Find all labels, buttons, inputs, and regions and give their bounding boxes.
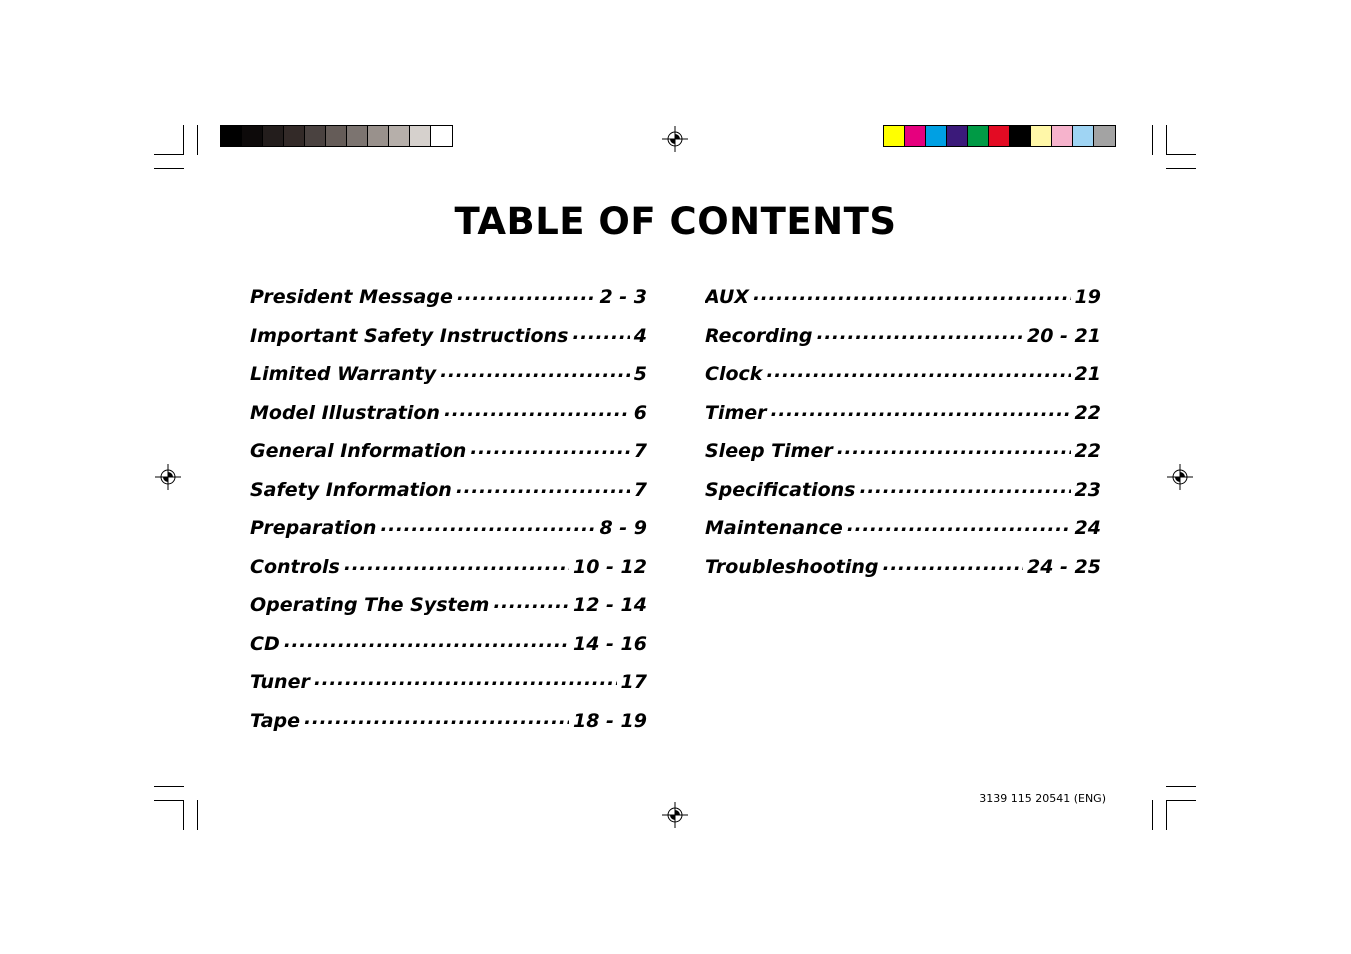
toc-entry: [250, 669, 647, 708]
color-swatch: [1073, 126, 1094, 146]
toc-entry-label: Specifications: [705, 478, 856, 501]
toc-entry-page: 22: [1074, 440, 1101, 462]
gray-swatch: [431, 126, 452, 146]
page-title: TABLE OF CONTENTS: [454, 200, 897, 243]
crop-mark-bottom-left-h2: [154, 786, 184, 787]
toc-dot-leader: [837, 438, 1071, 457]
toc-entry-label: Maintenance: [705, 517, 843, 539]
toc-entry-label: Timer: [705, 401, 767, 424]
toc-entry: [705, 400, 1101, 439]
toc-entry-page: 14 - 16: [573, 632, 647, 655]
toc-right-column: [705, 284, 1101, 592]
toc-dot-leader: [457, 284, 596, 303]
toc-entry-label: Clock: [705, 363, 763, 385]
crop-mark-top-left-v2: [197, 125, 198, 155]
toc-entry-page: 4: [633, 324, 647, 347]
color-swatch: [1031, 126, 1052, 146]
crop-mark-bottom-right-v2: [1152, 800, 1153, 830]
toc-dot-leader: [314, 669, 617, 688]
toc-entry: [705, 438, 1101, 477]
toc-entry: [705, 284, 1101, 323]
toc-entry-page: 2 - 3: [599, 286, 647, 308]
toc-dot-leader: [771, 400, 1071, 419]
toc-entry-page: 18 - 19: [573, 709, 647, 732]
color-swatch: [884, 126, 905, 146]
color-swatch: [1094, 126, 1115, 146]
toc-entry: [705, 554, 1101, 593]
toc-entry: [250, 515, 647, 554]
toc-entry-label: Safety Information: [250, 478, 452, 501]
crop-mark-bottom-right-h: [1166, 800, 1196, 801]
color-calibration-bar: [883, 125, 1116, 147]
toc-entry: [250, 592, 647, 631]
toc-dot-leader: [344, 554, 569, 573]
toc-dot-leader: [753, 284, 1071, 303]
toc-entry: [250, 631, 647, 670]
registration-mark-icon: [155, 464, 181, 490]
crop-mark-bottom-left-v: [183, 800, 184, 830]
toc-entry-page: 17: [620, 671, 647, 693]
gray-calibration-bar: [220, 125, 453, 147]
toc-entry-page: 5: [633, 363, 647, 385]
toc-entry-page: 10 - 12: [573, 555, 647, 578]
color-swatch: [989, 126, 1010, 146]
toc-entry: [250, 477, 647, 516]
color-swatch: [905, 126, 926, 146]
gray-swatch: [368, 126, 389, 146]
toc-entry: [250, 323, 647, 362]
crop-mark-bottom-left-v2: [197, 800, 198, 830]
registration-mark-icon: [1167, 464, 1193, 490]
crop-mark-top-right-h2: [1166, 168, 1196, 169]
toc-entry: [250, 554, 647, 593]
toc-left-column: [250, 284, 647, 746]
toc-entry-label: AUX: [705, 286, 749, 308]
toc-entry-page: 24 - 25: [1027, 555, 1101, 578]
toc-dot-leader: [572, 323, 629, 342]
toc-entry-label: Preparation: [250, 517, 377, 539]
toc-entry-label: President Message: [250, 286, 453, 308]
toc-entry-label: Sleep Timer: [705, 440, 833, 462]
toc-entry-label: CD: [250, 632, 280, 655]
color-swatch: [968, 126, 989, 146]
gray-swatch: [389, 126, 410, 146]
toc-entry: [250, 400, 647, 439]
registration-mark-icon: [662, 802, 688, 828]
color-swatch: [1052, 126, 1073, 146]
toc-entry-label: Limited Warranty: [250, 363, 437, 385]
toc-entry-page: 20 - 21: [1027, 324, 1101, 347]
toc-dot-leader: [284, 631, 569, 650]
toc-entry-label: Model Illustration: [250, 401, 440, 424]
toc-dot-leader: [470, 438, 629, 457]
document-code: 3139 115 20541 (ENG): [979, 792, 1106, 805]
toc-dot-leader: [817, 323, 1024, 342]
gray-swatch: [242, 126, 263, 146]
gray-swatch: [221, 126, 242, 146]
toc-entry-label: Controls: [250, 555, 340, 578]
toc-entry-label: General Information: [250, 440, 467, 462]
toc-entry: [250, 708, 647, 747]
toc-entry-page: 19: [1074, 286, 1101, 308]
toc-dot-leader: [493, 592, 569, 611]
toc-dot-leader: [766, 361, 1070, 380]
toc-entry-page: 12 - 14: [573, 594, 647, 616]
toc-entry: [705, 477, 1101, 516]
toc-entry-label: Important Safety Instructions: [250, 324, 569, 347]
toc-entry-label: Tuner: [250, 671, 310, 693]
toc-dot-leader: [859, 477, 1070, 496]
toc-entry-page: 21: [1074, 363, 1101, 385]
crop-mark-top-right-h: [1166, 154, 1196, 155]
crop-mark-bottom-right-v: [1166, 800, 1167, 830]
gray-swatch: [284, 126, 305, 146]
crop-mark-bottom-left-h: [154, 800, 184, 801]
toc-entry-page: 23: [1074, 478, 1101, 501]
registration-mark-icon: [662, 126, 688, 152]
toc-entry: [250, 284, 647, 323]
toc-dot-leader: [456, 477, 630, 496]
toc-entry-page: 7: [633, 440, 647, 462]
toc-entry: [705, 361, 1101, 400]
toc-entry-page: 7: [633, 478, 647, 501]
gray-swatch: [305, 126, 326, 146]
gray-swatch: [263, 126, 284, 146]
gray-swatch: [410, 126, 431, 146]
crop-mark-top-left-h2: [154, 168, 184, 169]
gray-swatch: [326, 126, 347, 146]
toc-dot-leader: [380, 515, 595, 534]
toc-entry-page: 24: [1074, 517, 1101, 539]
toc-entry: [250, 361, 647, 400]
crop-mark-top-right-v: [1166, 125, 1167, 155]
toc-entry-label: Recording: [705, 324, 813, 347]
color-swatch: [926, 126, 947, 146]
gray-swatch: [347, 126, 368, 146]
toc-entry: [705, 323, 1101, 362]
toc-dot-leader: [440, 361, 630, 380]
toc-dot-leader: [304, 708, 569, 727]
color-swatch: [1010, 126, 1031, 146]
toc-entry: [705, 515, 1101, 554]
color-swatch: [947, 126, 968, 146]
toc-entry: [250, 438, 647, 477]
crop-mark-top-left-v: [183, 125, 184, 155]
crop-mark-top-left-h: [154, 154, 184, 155]
toc-dot-leader: [847, 515, 1071, 534]
crop-mark-bottom-right-h2: [1166, 786, 1196, 787]
crop-mark-top-right-v2: [1152, 125, 1153, 155]
toc-entry-page: 8 - 9: [599, 517, 647, 539]
toc-dot-leader: [883, 554, 1024, 573]
toc-entry-label: Troubleshooting: [705, 555, 879, 578]
toc-entry-label: Operating The System: [250, 594, 490, 616]
toc-entry-page: 6: [633, 401, 647, 424]
toc-entry-label: Tape: [250, 709, 301, 732]
toc-entry-page: 22: [1074, 401, 1101, 424]
toc-dot-leader: [444, 400, 630, 419]
